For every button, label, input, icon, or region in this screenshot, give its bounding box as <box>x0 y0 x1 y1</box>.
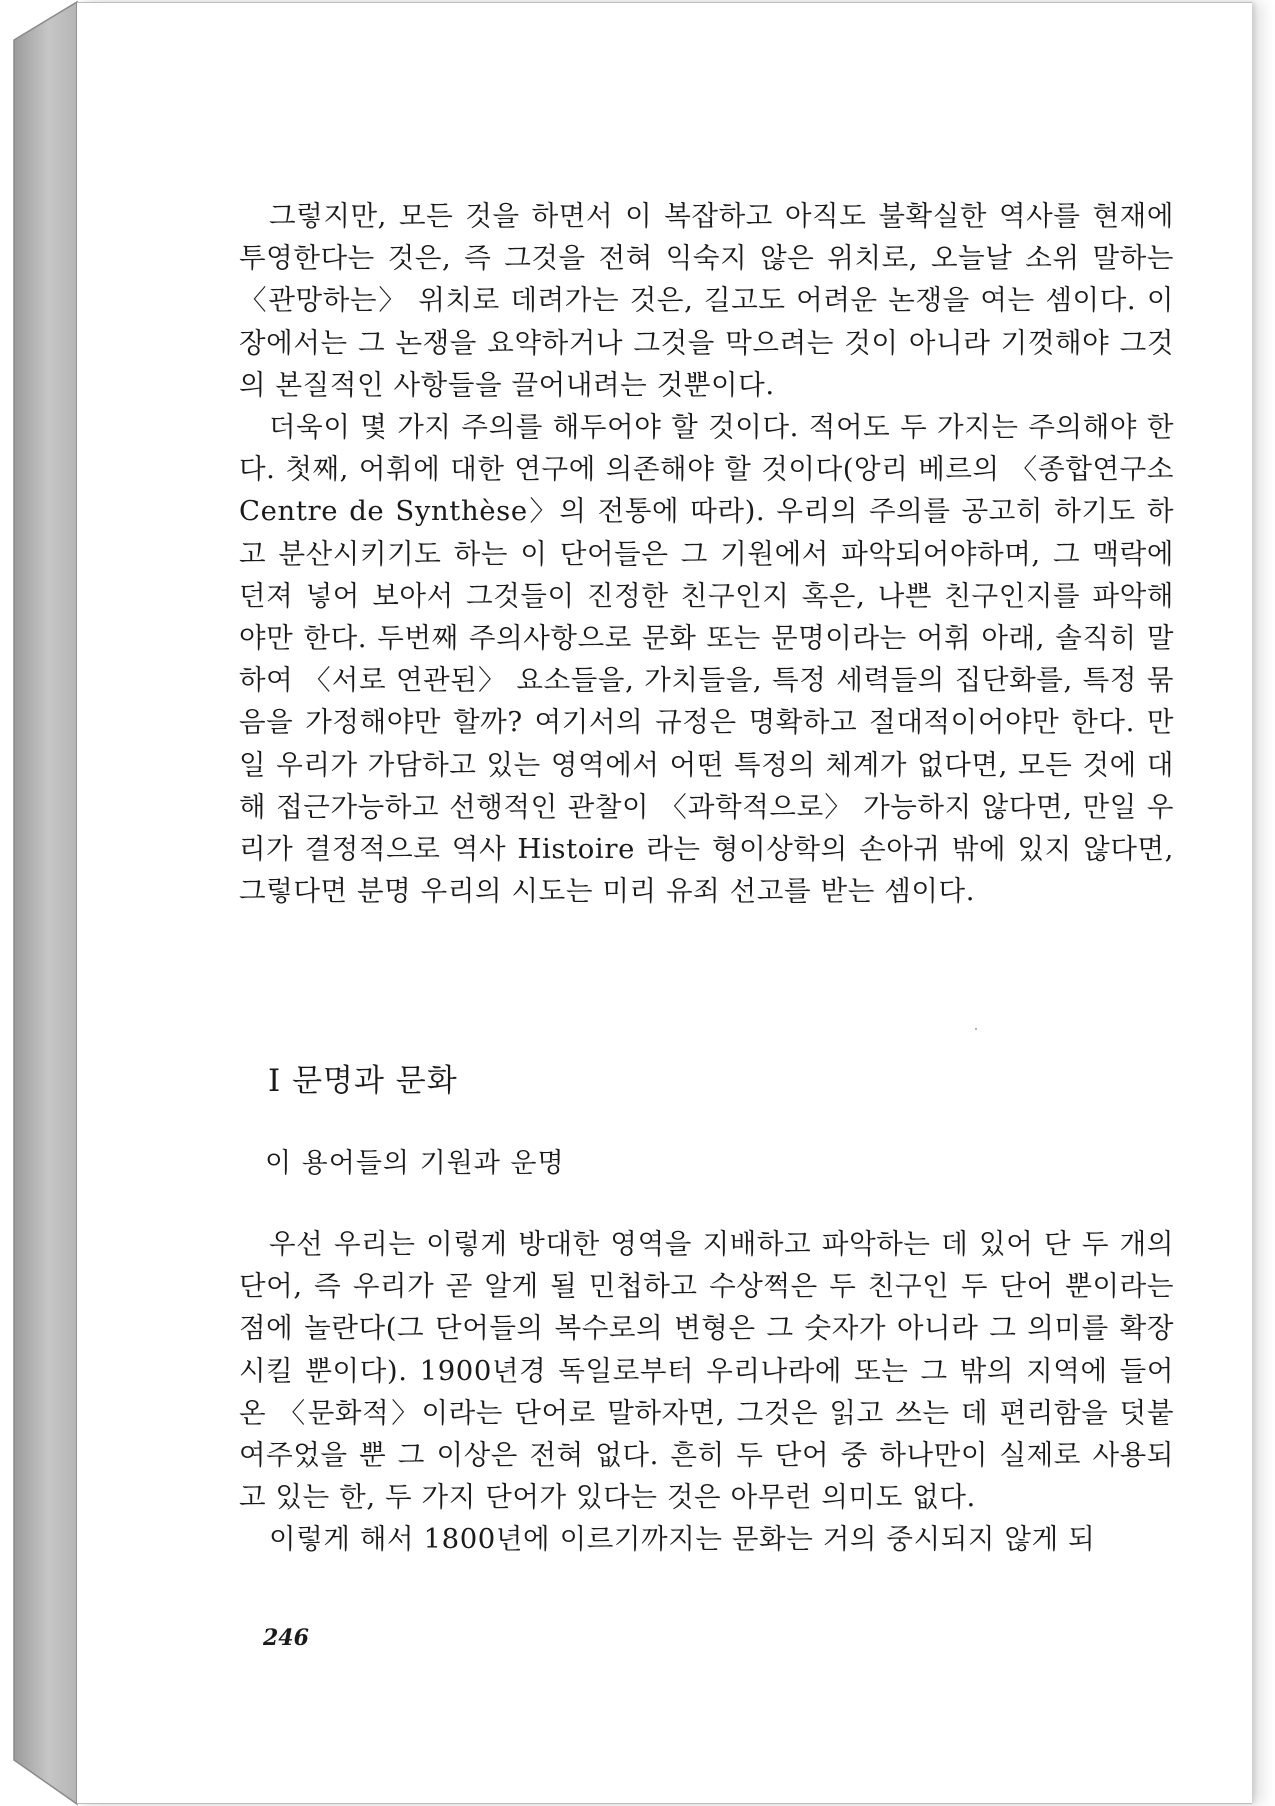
page-number: 246 <box>263 1625 309 1651</box>
paragraph-3: 우선 우리는 이렇게 방대한 영역을 지배하고 파악하는 데 있어 단 두 개의 단어, 즉 우리가 곧 알게 될 민첩하고 수상쩍은 두 친구인 두 단어 뿐이라는 점에 놀란다(그 단어들의 복수로의 변형은 그 숫자가 아니라 그 의미를 확장시킬 뿐이다). 1900년경 독일로부터 우리나라에 또는 그 밖의 지역에 들어온 〈문화적〉이라는 단어로 말하자면, 그것은 읽고 쓰는 데 편리함을 덧붙여주었을 뿐 그 이상은 전혀 없다. 흔히 두 단어 중 하나만이 실제로 사용되고 있는 한, 두 가지 단어가 있다는 것은 아무런 의미도 없다. <box>239 1228 1174 1514</box>
bottom-text-block <box>239 1223 1174 1561</box>
speck <box>975 1028 977 1030</box>
paragraph-4: 이렇게 해서 1800년에 이르기까지는 문화는 거의 중시되지 않게 되 <box>269 1523 1096 1556</box>
book-page <box>77 2 1252 1804</box>
paragraph-1: 그렇지만, 모든 것을 하면서 이 복잡하고 아직도 불확실한 역사를 현재에 투영한다는 것은, 즉 그것을 전혀 익숙지 않은 위치로, 오늘날 소위 말하는 〈관망하는〉 위치로 데려가는 것은, 길고도 어려운 논쟁을 여는 셈이다. 이 장에서는 그 논쟁을 요약하거나 그것을 막으려는 것이 아니라 기껏해야 그것의 본질적인 사항들을 끌어내려는 것뿐이다. <box>239 200 1174 401</box>
top-text-block <box>239 195 1174 912</box>
book-spine <box>0 0 80 1806</box>
subsection-title: 이 용어들의 기원과 운명 <box>265 1148 565 1179</box>
section-title: I 문명과 문화 <box>268 1063 458 1099</box>
paragraph-2: 더욱이 몇 가지 주의를 해두어야 할 것이다. 적어도 두 가지는 주의해야 한다. 첫째, 어휘에 대한 연구에 의존해야 할 것이다(앙리 베르의 〈종합연구소 Centre de Synthèse〉의 전통에 따라). 우리의 주의를 공고히 하기도 하고 분산시키기도 하는 이 단어들은 그 기원에서 파악되어야하며, 그 맥락에 던져 넣어 보아서 그것들이 진정한 친구인지 혹은, 나쁜 친구인지를 파악해야만 한다. 두번째 주의사항으로 문화 또는 문명이라는 어휘 아래, 솔직히 말하여 〈서로 연관된〉 요소들을, 가치들을, 특정 세력들의 집단화를, 특정 묶음을 가정해야만 할까? 여기서의 규정은 명확하고 절대적이어야만 한다. 만일 우리가 가담하고 있는 영역에서 어떤 특정의 체계가 없다면, 모든 것에 대해 접근가능하고 선행적인 관찰이 〈과학적으로〉 가능하지 않다면, 만일 우리가 결정적으로 역사 Histoire 라는 형이상학의 손아귀 밖에 있지 않다면, 그렇다면 분명 우리의 시도는 미리 유죄 선고를 받는 셈이다. <box>239 411 1174 908</box>
